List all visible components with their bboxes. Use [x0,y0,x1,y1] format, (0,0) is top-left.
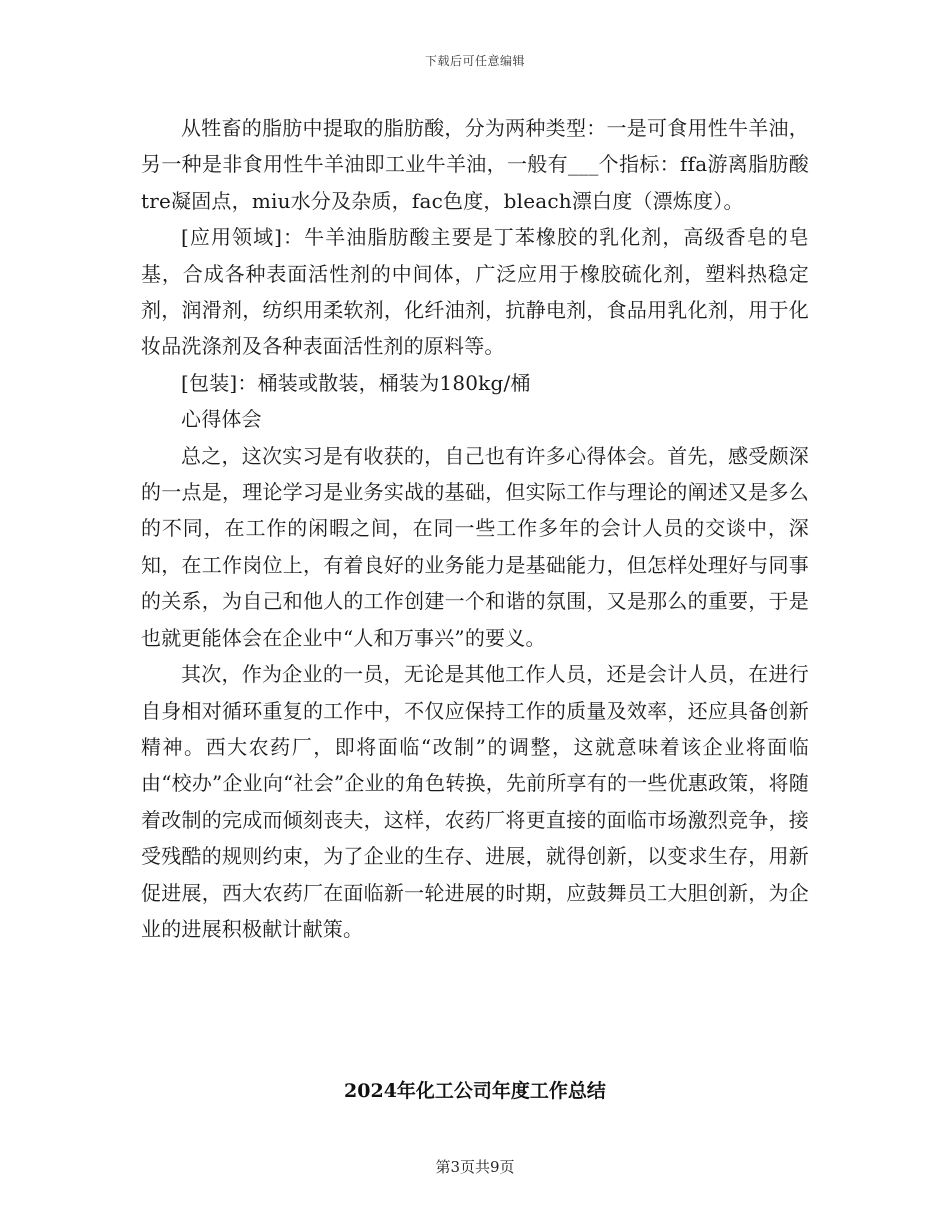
section-title: 2024年化工公司年度工作总结 [344,1080,606,1102]
paragraph-summary: 总之，这次实习是有收获的，自己也有许多心得体会。首先，感受颇深的一点是，理论学习是业务实战的基础，但实际工作与理论的阐述又是多么的不同，在工作的闲暇之间，在同一些工作多年的会计人员的交谈中，深知，在工作岗位上，有着良好的业务能力是基础能力，但怎样处理好与同事的关系，为自己和他人的工作创建一个和谐的氛围，又是那么的重要，于是也就更能体会在企业中“人和万事兴”的要义。 [141,443,809,650]
paragraph-packaging: [包装]：桶装或散装，桶装为180kg/桶 [181,370,531,395]
paragraph-fatty-acid-intro: 从牲畜的脂肪中提取的脂肪酸，分为两种类型：一是可食用性牛羊油，另一种是非食用性牛羊油即工业牛羊油，一般有___个指标：ffa游离脂肪酸tre凝固点，miu水分及杂质，fac色度，bleach漂白度（漂炼度）。 [141,116,809,213]
section-heading-experience: 心得体会 [181,407,262,432]
document-body [141,110,809,947]
page-indicator: 第3页共9页 [435,1158,515,1176]
paragraph-application-field: [应用领域]：牛羊油脂肪酸主要是丁苯橡胶的乳化剂，高级香皂的皂基，合成各种表面活性剂的中间体，广泛应用于橡胶硫化剂，塑料热稳定剂，润滑剂，纺织用柔软剂，化纤油剂，抗静电剂，食品用乳化剂，用于化妆品洗涤剂及各种表面活性剂的原料等。 [141,225,809,359]
paragraph-innovation: 其次，作为企业的一员，无论是其他工作人员，还是会计人员，在进行自身相对循环重复的工作中，不仅应保持工作的质量及效率，还应具备创新精神。西大农药厂，即将面临“改制”的调整，这就意味着该企业将面临由“校办”企业向“社会”企业的角色转换，先前所享有的一些优惠政策，将随着改制的完成而倾刻丧夫，这样，农药厂将更直接的面临市场激烈竞争，接受残酷的规则约束，为了企业的生存、进展，就得创新，以变求生存，用新促进展，西大农药厂在面临新一轮进展的时期，应鼓舞员工大胆创新，为企业的进展积极献计献策。 [141,662,809,941]
header-note: 下载后可任意编辑 [424,54,525,68]
